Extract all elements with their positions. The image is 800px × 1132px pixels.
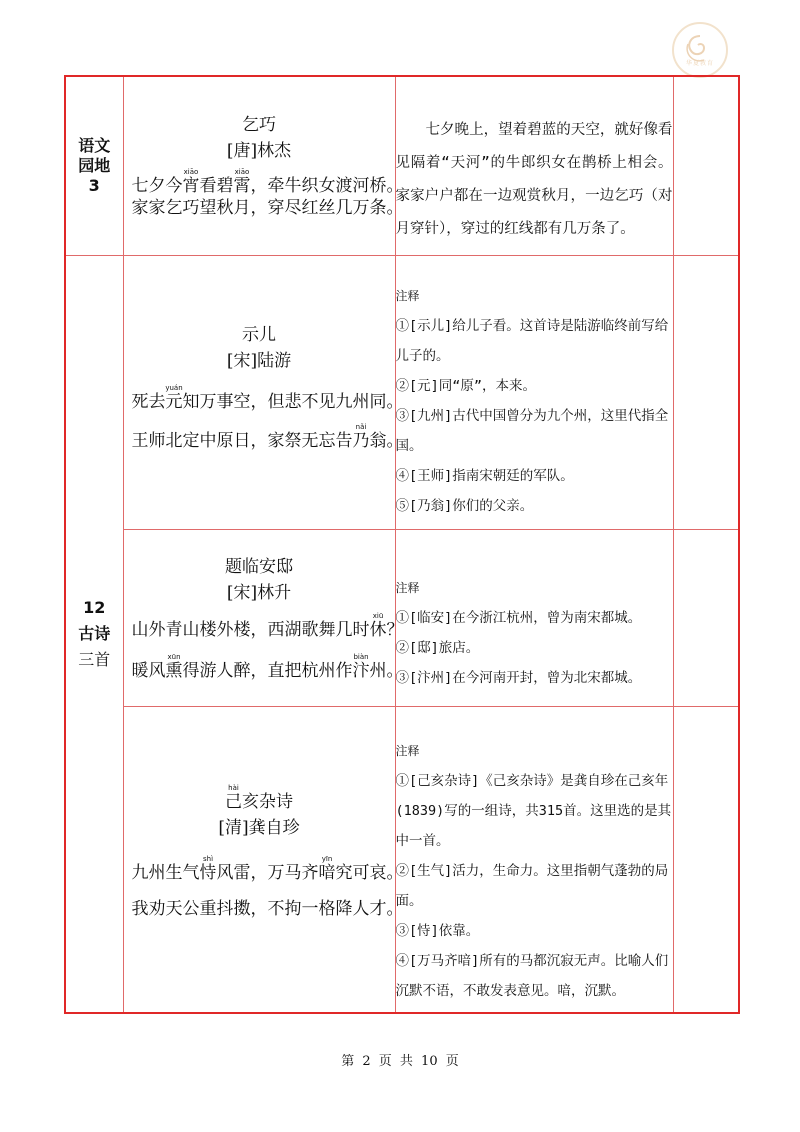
poem-author: [宋]林升: [226, 582, 292, 603]
blank-cell: [673, 706, 739, 1013]
poem-title: 乞巧: [242, 115, 276, 136]
poem-line: 我劝天公重抖擞，不拘一格降人才。: [131, 899, 404, 920]
notes-label: 注释: [395, 744, 420, 759]
poem-line: 死去元yuán知万事空，但悲不见九州同。: [131, 384, 404, 412]
poem-line: 王师北定中原日，家祭无忘告乃nǎi翁。: [131, 423, 404, 451]
pinyin-annotated-char: 熏xūn: [165, 652, 183, 681]
table-row: [65, 76, 739, 255]
pinyin-annotated-char: 恃shì: [199, 855, 217, 884]
pinyin-annotated-char: 宵xiāo: [182, 168, 200, 197]
notes-label: 注释: [395, 580, 420, 595]
note-item: ④[王师]指南宋朝廷的军队。: [395, 468, 574, 484]
pinyin-annotated-char: 汴biàn: [352, 652, 370, 681]
poem-title: 题临安邸: [225, 556, 293, 577]
notes-list: [396, 573, 673, 693]
pinyin-annotated-char: 元yuán: [165, 384, 183, 412]
pinyin-annotated-char: 乃nǎi: [352, 423, 370, 451]
table-row: [65, 255, 739, 529]
note-item: ②[邸]旅店。: [395, 639, 480, 656]
blank-cell: [673, 76, 739, 255]
pinyin-annotated-char: 休xiū: [369, 611, 387, 640]
unit-cell-yuwen-yuandi: 语文 园地 3: [65, 76, 123, 255]
publisher-logo: [672, 22, 728, 78]
translation-cell: [395, 76, 673, 255]
swirl-logo-icon: [674, 24, 726, 76]
poem-line: 七夕今宵xiāo看碧霄xiāo，牵牛织女渡河桥。: [131, 168, 404, 197]
poem-title: 己hài亥杂诗: [225, 784, 293, 813]
note-item: ③[汴州]在今河南开封，曾为北宋都城。: [395, 669, 642, 686]
blank-cell: [673, 529, 739, 706]
note-item: ①[示儿]给儿子看。这首诗是陆游临终前写给儿子的。: [395, 318, 669, 364]
poem-line: 家家乞巧望秋月，穿尽红丝几万条。: [131, 198, 404, 219]
notes-cell: [395, 255, 673, 529]
poem-line: 九州生气恃shì风雷，万马齐喑yīn究可哀。: [131, 855, 404, 884]
poem-author: [宋]陆游: [226, 351, 292, 371]
page-footer: 第 2 页 共 10 页: [341, 1054, 459, 1069]
note-item: ④[万马齐喑]所有的马都沉寂无声。比喻人们沉默不语，不敢发表意见。喑，沉默。: [395, 953, 669, 1000]
poem-cell-jihai-zashi: [123, 706, 404, 1013]
poem-line: 山外青山楼外楼，西湖歌舞几时休xiū？: [131, 611, 404, 640]
note-item: ②[元]同“原”，本来。: [395, 378, 537, 394]
note-item: ③[恃]依靠。: [395, 923, 480, 940]
notes-cell: [395, 706, 673, 1013]
poem-translation: 七夕晚上，望着碧蓝的天空，就好像看见隔着“天河”的牛郎织女在鹊桥上相会。家家户户都在一边观赏秋月，一边乞巧（对月穿针），穿过的红线都有几万条了。: [395, 121, 673, 237]
pinyin-annotated-char: 霄xiāo: [233, 168, 251, 197]
notes-list: [396, 281, 673, 521]
pinyin-annotated-char: 己hài: [225, 784, 242, 813]
note-item: ①[己亥杂诗]《己亥杂诗》是龚自珍在己亥年(1839)写的一组诗，共315首。这里选的是其中一首。: [395, 773, 672, 850]
blank-cell: [673, 255, 739, 529]
note-item: ⑤[乃翁]你们的父亲。: [395, 498, 534, 514]
notes-cell: [395, 529, 673, 706]
note-item: ③[九州]古代中国曾分为九个州，这里代指全国。: [395, 408, 669, 454]
poem-author: [唐]林杰: [226, 141, 292, 162]
note-item: ①[临安]在今浙江杭州，曾为南宋都城。: [395, 609, 642, 626]
poem-title: 示儿: [242, 325, 276, 345]
poem-author: [清]龚自珍: [218, 818, 300, 839]
poem-cell-ti-linan-di: [123, 529, 404, 706]
poem-cell-shier: [123, 255, 404, 529]
table-row: [65, 529, 739, 706]
poem-line: 暖风熏xūn得游人醉，直把杭州作汴biàn州。: [131, 652, 404, 681]
lesson-table: [64, 75, 740, 1014]
logo-text: 华夏教育: [685, 60, 714, 67]
unit-cell-gushi-sanshou: 12 古诗 三首: [65, 255, 123, 1013]
pinyin-annotated-char: 喑yīn: [318, 855, 336, 884]
table-row: [65, 706, 739, 1013]
note-item: ②[生气]活力，生命力。这里指朝气蓬勃的局面。: [395, 863, 669, 910]
notes-label: 注释: [395, 289, 420, 303]
poem-cell-qiqiao: [123, 76, 404, 255]
notes-list: [396, 736, 673, 1006]
